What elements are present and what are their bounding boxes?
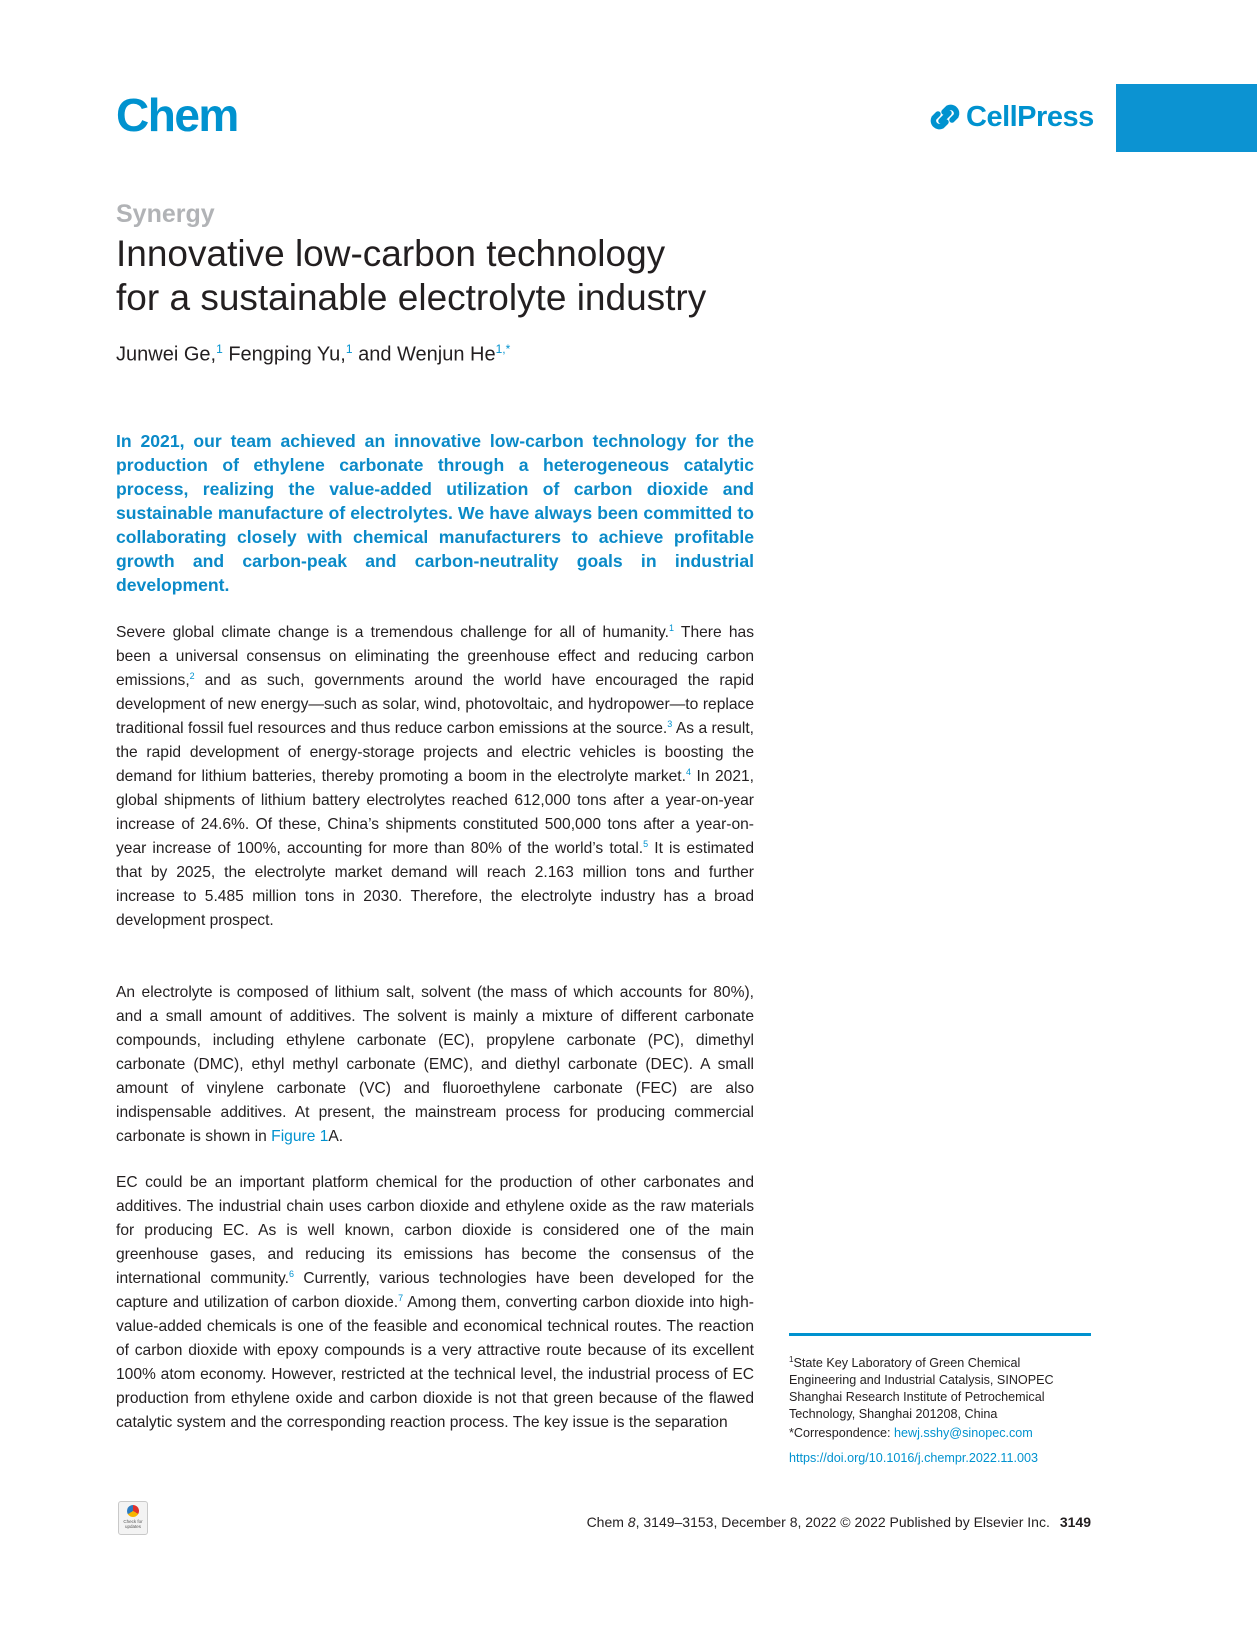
affiliation-marker: 1	[789, 1355, 794, 1364]
body-text: As a result, the rapid development of energy-storage projects and electric vehicles is boosting the demand for lithium batteries, thereby promoting a boom in the electrolyte market.	[116, 720, 754, 785]
title-line-2: for a sustainable electrolyte industry	[116, 277, 707, 318]
doi-link[interactable]: https://doi.org/10.1016/j.chempr.2022.11.003	[789, 1451, 1039, 1465]
article-title	[116, 232, 816, 320]
body-text: An electrolyte is composed of lithium salt, solvent (the mass of which accounts for 80%), and a small amount of additives. The solvent is mainly a mixture of different carbonate compounds, including ethylene carbonate (EC), propylene carbonate (PC), dimethyl carbonate (DMC), ethyl methyl carbonate (EMC), and diethyl carbonate (DEC). A small amount of vinylene carbonate (VC) and fluoroethylene carbonate (FEC) are also indispensable additives. At present, the mainstream process for producing commercial carbonate is shown in	[116, 984, 754, 1145]
cellpress-logo[interactable]	[928, 100, 1094, 134]
body-text: A.	[328, 1128, 344, 1145]
reference-link[interactable]: 7	[398, 1292, 404, 1303]
affiliation-ref[interactable]: 1	[345, 342, 353, 356]
body-text: There has been a universal consensus on eliminating the greenhouse effect and reducing carbon emissions,	[116, 624, 754, 689]
correspondence-email-link[interactable]: hewj.sshy@sinopec.com	[894, 1426, 1033, 1440]
correspondence-label: *Correspondence:	[789, 1426, 895, 1440]
author-name: and Wenjun He	[358, 343, 496, 366]
body-text: Currently, various technologies have been developed for the capture and utilization of carbon dioxide.	[116, 1270, 754, 1311]
check-for-updates-badge[interactable]	[118, 1501, 148, 1535]
sidebar-divider	[789, 1333, 1091, 1336]
page-footer	[587, 1514, 1091, 1530]
reference-link[interactable]: 6	[288, 1268, 294, 1279]
author-name: Junwei Ge,	[116, 343, 217, 366]
author-list	[116, 342, 510, 367]
reference-link[interactable]: 2	[189, 670, 195, 681]
affiliation-ref[interactable]: 1,*	[495, 342, 511, 356]
footer-citation: , 3149–3153, December 8, 2022 © 2022 Published by Elsevier Inc.	[635, 1514, 1050, 1530]
affiliation-text: State Key Laboratory of Green Chemical Engineering and Industrial Catalysis, SINOPEC Shanghai Research Institute of Petrochemical Technology, Shanghai 201208, China	[789, 1356, 1054, 1422]
journal-logo[interactable]: Chem	[116, 89, 238, 141]
author-name: Fengping Yu,	[228, 343, 346, 366]
cellpress-link-icon	[928, 100, 962, 134]
body-paragraph-3	[116, 1171, 754, 1435]
body-text: EC could be an important platform chemical for the production of other carbonates and additives. The industrial chain uses carbon dioxide and ethylene oxide as the raw materials for producing EC. As is well known, carbon dioxide is considered one of the main greenhouse gases, and reducing its emissions has become the consensus of the international community.	[116, 1174, 754, 1287]
page-number: 3149	[1059, 1514, 1091, 1530]
section-label: Synergy	[116, 200, 215, 228]
body-paragraph-2	[116, 981, 754, 1149]
footer-journal: Chem	[586, 1514, 628, 1530]
abstract: In 2021, our team achieved an innovative low-carbon technology for the production of ethylene carbonate through a heterogeneous catalytic process, realizing the value-added utilization of carbon dioxide and sustainable manufacture of electrolytes. We have always been committed to collaborating closely with chemical manufacturers to achieve profitable growth and carbon-peak and carbon-neutrality goals in industrial development.	[116, 431, 754, 595]
affiliation-note	[789, 1351, 1089, 1423]
footer-volume: 8	[627, 1514, 636, 1530]
reference-link[interactable]: 1	[669, 622, 675, 633]
cellpress-wordmark: CellPress	[966, 100, 1094, 133]
title-line-1: Innovative low-carbon technology	[116, 233, 666, 274]
body-text: In 2021, global shipments of lithium battery electrolytes reached 612,000 tons after a year-on-year increase of 24.6%. Of these, China’s shipments constituted 500,000 tons after a year-on-year increase of 100%, accounting for more than 80% of the world’s total.	[116, 768, 754, 857]
badge-label: Check for updates	[123, 1519, 143, 1529]
figure-link[interactable]: Figure 1	[271, 1128, 329, 1145]
journal-color-tab	[1116, 84, 1257, 152]
crossmark-icon	[127, 1505, 139, 1517]
body-paragraph-1	[116, 621, 754, 933]
body-text: Severe global climate change is a tremendous challenge for all of humanity.	[116, 624, 669, 641]
reference-link[interactable]: 3	[667, 718, 673, 729]
body-text: It is estimated that by 2025, the electrolyte market demand will reach 2.163 million tons and further increase to 5.485 million tons in 2030. Therefore, the electrolyte industry has a broad development prospect.	[116, 840, 755, 929]
body-text: and as such, governments around the world have encouraged the rapid development of new energy—such as solar, wind, photovoltaic, and hydropower—to replace traditional fossil fuel resources and thus reduce carbon emissions at the source.	[116, 672, 754, 737]
correspondence	[789, 1426, 1033, 1440]
reference-link[interactable]: 5	[643, 838, 649, 849]
reference-link[interactable]: 4	[685, 766, 691, 777]
body-text: Among them, converting carbon dioxide into high-value-added chemicals is one of the feasible and economical technical routes. The reaction of carbon dioxide with epoxy compounds is a very attractive route because of its excellent 100% atom economy. However, restricted at the technical level, the industrial process of EC production from ethylene oxide and carbon dioxide is not that green because of the flawed catalytic system and the corresponding reaction process. The key issue is the separation	[116, 1294, 755, 1431]
affiliation-ref[interactable]: 1	[216, 342, 223, 356]
